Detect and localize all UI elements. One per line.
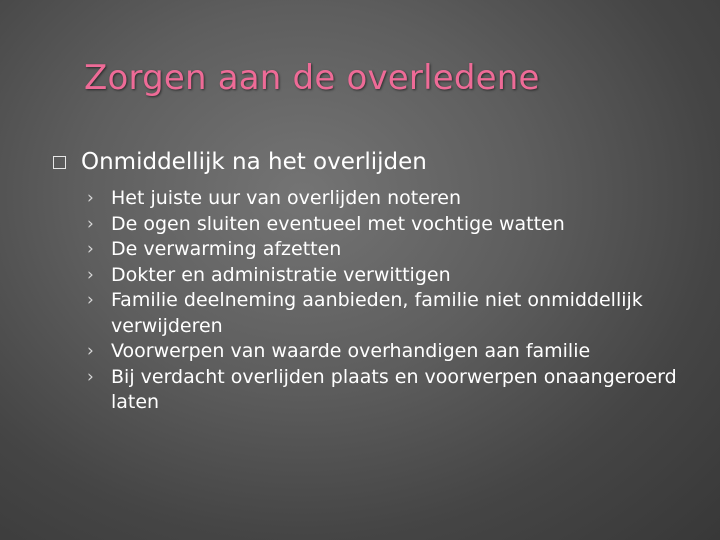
sub-bullet-item: [87, 186, 689, 212]
sub-bullet-list: [87, 186, 689, 416]
sub-bullet-item: [87, 212, 689, 238]
chevron-right-icon: ›: [87, 239, 94, 259]
sub-bullet-text: Dokter en administratie verwittigen: [111, 263, 451, 286]
chevron-right-icon: ›: [87, 366, 94, 387]
chevron-right-icon: ›: [87, 264, 94, 285]
slide-title: Zorgen aan de overledene: [84, 58, 540, 98]
sub-bullet-text: Bij verdacht overlijden plaats en voorwerpen onaangeroerd laten: [111, 365, 677, 413]
sub-bullet-item: [87, 365, 689, 416]
sub-bullet-text: Voorwerpen van waarde overhandigen aan familie: [111, 340, 591, 362]
square-bullet-icon: [53, 156, 66, 169]
bullet-text: Onmiddellijk na het overlijden: [81, 149, 427, 175]
sub-bullet-text: De ogen sluiten eventueel met vochtige watten: [111, 212, 565, 235]
sub-bullet-item: [87, 339, 689, 365]
sub-bullet-item: [87, 263, 689, 289]
sub-bullet-text: Familie deelneming aanbieden, familie niet onmiddellijk verwijderen: [111, 289, 643, 337]
bullet-item: [49, 147, 689, 177]
chevron-right-icon: ›: [87, 188, 94, 208]
sub-bullet-item: [87, 288, 689, 339]
chevron-right-icon: ›: [87, 213, 94, 234]
sub-bullet-text: De verwarming afzetten: [111, 238, 342, 260]
chevron-right-icon: ›: [87, 290, 94, 310]
sub-bullet-text: Het juiste uur van overlijden noteren: [111, 187, 462, 209]
sub-bullet-item: [87, 237, 689, 263]
slide-body: [49, 147, 689, 416]
chevron-right-icon: ›: [87, 341, 94, 361]
